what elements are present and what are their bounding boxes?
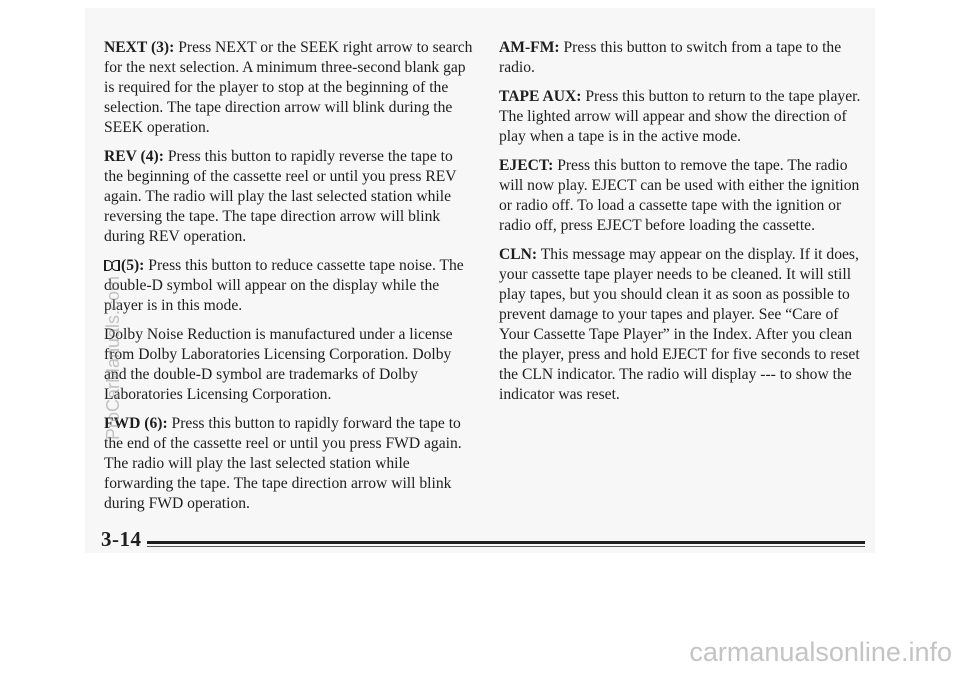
term-label: TAPE AUX: [499,88,582,105]
paragraph-text: Press this button to return to the tape player. The lighted arrow will appear and show the direction of play when a tape is in the active mode. [499,88,861,145]
paragraph-eject [499,156,869,236]
paragraph-text: This message may appear on the display. If it does, your cassette tape player needs to be cleaned. It will still play tapes, but you should clean it as soon as possible to prevent damage to your tapes and player. See “Care of Your Cassette Tape Player” in the Index. After you clean the player, press and hold EJECT for five seconds to reset the CLN indicator. The radio will display --- to show the indicator was reset. [499,246,860,403]
paragraph-dolby-license [104,325,474,405]
bottom-watermark: carmanualsonline.info [689,637,952,667]
right-column [499,38,869,414]
paragraph-text: Press this button to switch from a tape to the radio. [499,39,842,76]
footer-rule-thin [147,546,865,547]
paragraph-text: Press NEXT or the SEEK right arrow to search for the next selection. A minimum three-second blank gap is required for the player to stop at the beginning of the selection. The tape direction arrow will blink during the SEEK operation. [104,39,473,136]
term-label: CLN: [499,246,538,263]
term-label: EJECT: [499,157,554,174]
dolby-double-d-icon [104,260,118,271]
footer-rule [147,541,865,544]
manual-page [85,8,875,553]
paragraph-cln [499,245,869,405]
paragraph-tape-aux [499,87,869,147]
paragraph-rev [104,147,474,247]
paragraph-dolby-button [104,256,474,316]
page-number: 3-14 [101,527,142,551]
paragraph-text: Dolby Noise Reduction is manufactured under a license from Dolby Laboratories Licensing Corporation. Dolby and the double-D symbol are trademarks of Dolby Laboratories Licensing Corporation. [104,326,453,403]
term-label: AM-FM: [499,39,560,56]
term-label: NEXT (3): [104,39,175,56]
term-label: REV (4): [104,148,164,165]
term-label: (5): [121,257,145,274]
paragraph-text: Press this button to rapidly forward the tape to the end of the cassette reel or until you press FWD again. The radio will play the last selected station while forwarding the tape. The tape direction arrow will blink during FWD operation. [104,415,462,512]
paragraph-text: Press this button to remove the tape. The radio will now play. EJECT can be used with either the ignition or radio off. To load a cassette tape with the ignition or radio off, press EJECT before loading the cassette. [499,157,860,234]
paragraph-next [104,38,474,138]
paragraph-fwd [104,414,474,514]
term-label: FWD (6): [104,415,168,432]
paragraph-am-fm [499,38,869,78]
paragraph-text: Press this button to rapidly reverse the tape to the beginning of the cassette reel or until you press REV again. The radio will play the last selected station while reversing the tape. The tape direction arrow will blink during REV operation. [104,148,457,245]
left-column [104,38,474,523]
side-watermark: ProCarManuals.com [103,275,123,440]
paragraph-text: Press this button to reduce cassette tape noise. The double-D symbol will appear on the display while the player is in this mode. [104,257,464,314]
